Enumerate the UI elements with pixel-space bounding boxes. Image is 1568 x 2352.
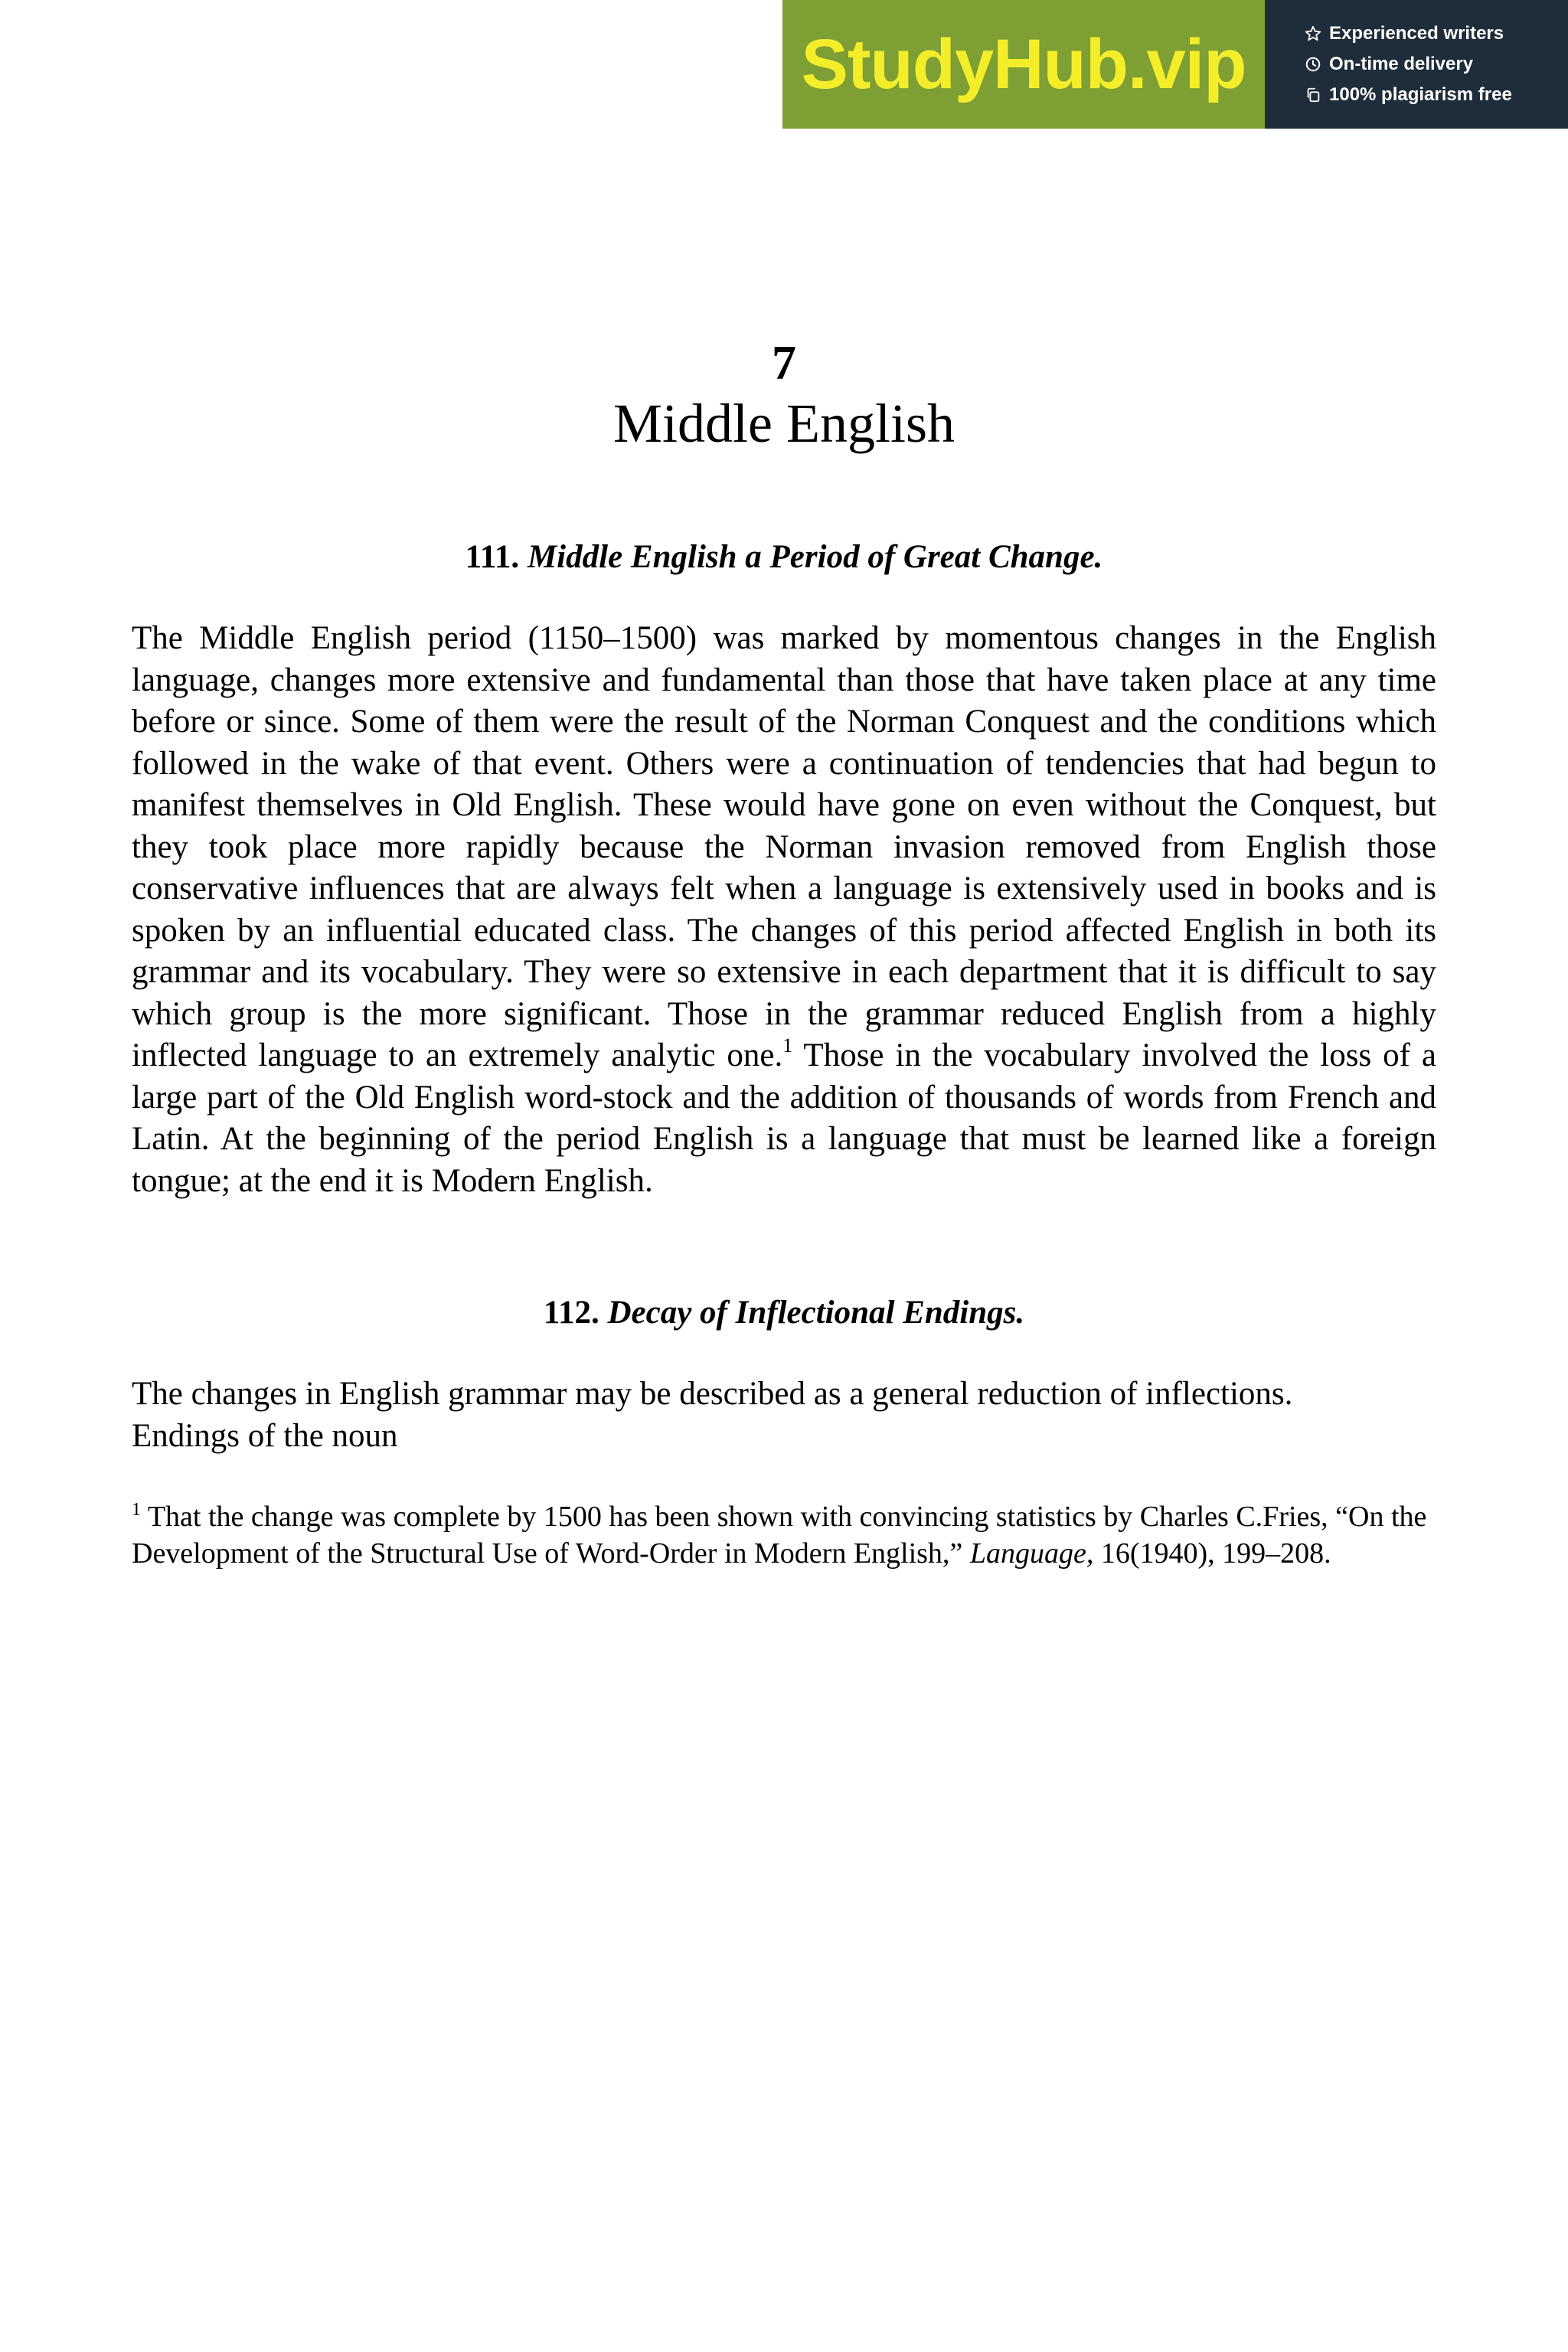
feature-plagiarism-free bbox=[1305, 83, 1568, 106]
section-heading-112 bbox=[132, 1292, 1436, 1334]
clock-icon bbox=[1305, 56, 1321, 73]
feature-experienced-writers bbox=[1305, 22, 1568, 45]
chapter-number: 7 bbox=[772, 335, 796, 390]
footnote bbox=[132, 1498, 1436, 1572]
section-title: Decay of Inflectional Endings. bbox=[607, 1295, 1025, 1331]
brand-name: StudyHub bbox=[801, 24, 1128, 103]
footnote-journal: Language, bbox=[969, 1537, 1094, 1570]
copy-icon bbox=[1305, 87, 1321, 103]
section-number: 112. bbox=[543, 1295, 599, 1331]
banner-features bbox=[1265, 0, 1568, 129]
chapter-title: Middle English bbox=[613, 393, 955, 454]
paragraph-line: Endings of the noun bbox=[132, 1417, 398, 1454]
studyhub-logo[interactable] bbox=[782, 0, 1265, 129]
feature-on-time-delivery bbox=[1305, 53, 1568, 76]
footnote-marker: 1 bbox=[132, 1500, 141, 1520]
footnote-reference[interactable]: 1 bbox=[782, 1034, 793, 1057]
paragraph-line: The changes in English grammar may be described as a general reduction of inflections. bbox=[132, 1376, 1293, 1412]
brand-domain: .vip bbox=[1127, 24, 1246, 103]
section-title: Middle English a Period of Great Change. bbox=[527, 539, 1103, 575]
studyhub-banner[interactable] bbox=[782, 0, 1568, 129]
section-number: 111. bbox=[465, 539, 520, 575]
section-111-paragraph bbox=[132, 618, 1436, 1202]
document-body bbox=[132, 335, 1436, 1572]
footnote-text: 16(1940), 199–208. bbox=[1100, 1537, 1331, 1570]
paragraph-text: Those in the vocabulary involved the loss of a large part of the Old English word-stock and the addition of thousands of words from French and Latin. At the beginning of the period English is a language that must be learned like a foreign tongue; at the end it is Modern English. bbox=[132, 1037, 1437, 1199]
feature-label: On-time delivery bbox=[1329, 54, 1474, 74]
footnote-text: That the change was complete by 1500 has been shown with convincing statistics by Charles C.Fries, “On the Development of the Structural Use of Word-Order in Modern English,” bbox=[132, 1501, 1427, 1570]
section-112-paragraph bbox=[132, 1374, 1436, 1457]
star-icon bbox=[1305, 25, 1321, 42]
paragraph-text: The Middle English period (1150–1500) was marked by momentous changes in the English language, changes more extensive and fundamental than those that have taken place at any time before or since. Some of them were the result of the Norman Conquest and the conditions which followed in the wake of that event. Others were a continuation of tendencies that had begun to manifest themselves in Old English. These would have gone on even without the Conquest, but they took place more rapidly because the Norman invasion removed from English those conservative influences that are always felt when a language is extensively used in books and is spoken by an influential educated class. The changes of this period affected English in both its grammar and its vocabulary. They were so extensive in each department that it is difficult to say which group is the more significant. Those in the grammar reduced English from a highly inflected language to an extremely analytic one. bbox=[132, 620, 1436, 1073]
section-heading-111 bbox=[132, 537, 1436, 578]
feature-label: Experienced writers bbox=[1329, 23, 1504, 44]
feature-label: 100% plagiarism free bbox=[1329, 84, 1512, 105]
